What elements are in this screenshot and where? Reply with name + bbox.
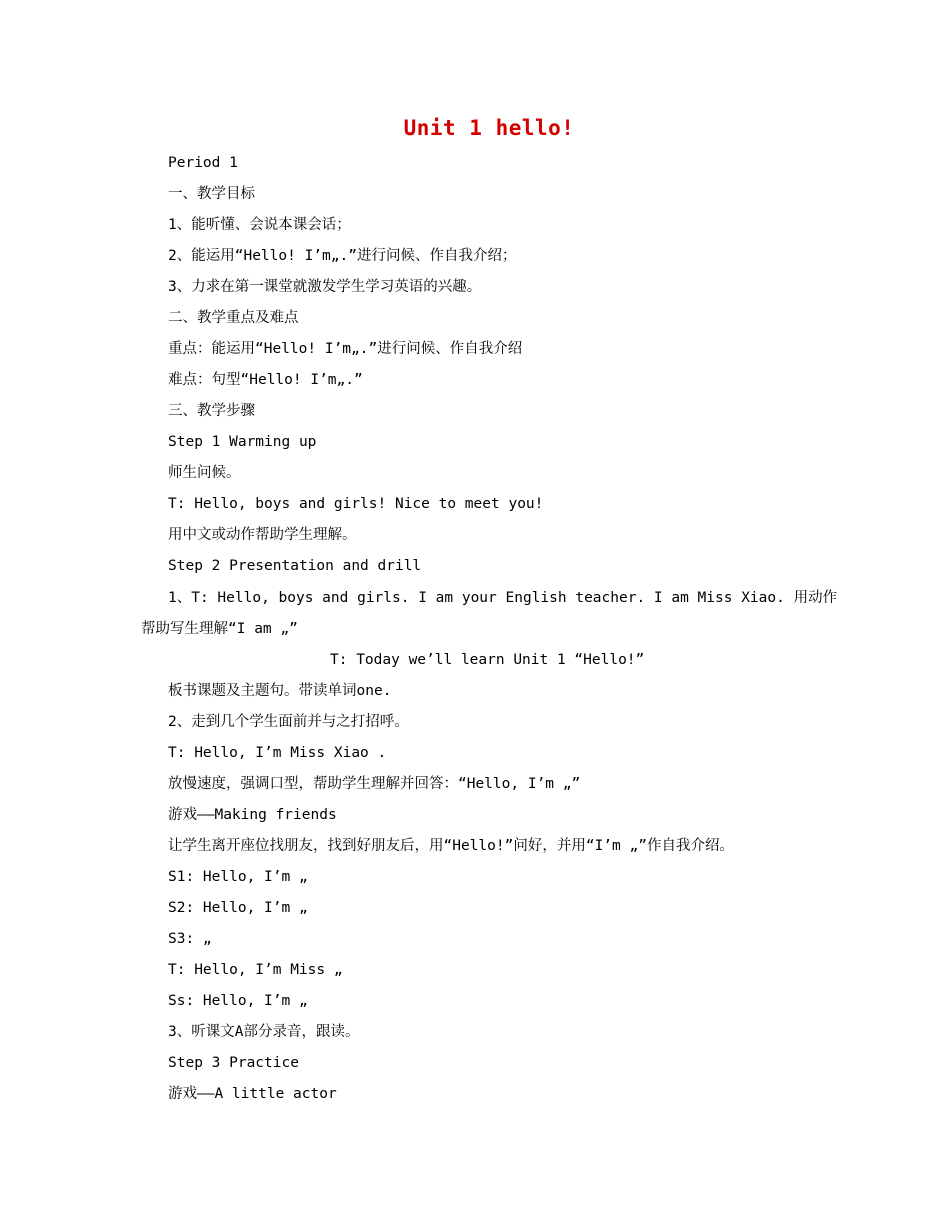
text-line: 一、教学目标 [168, 186, 255, 202]
text-line: 3、力求在第一课堂就激发学生学习英语的兴趣。 [168, 279, 482, 295]
text-line: T: Today we’ll learn Unit 1 “Hello!” [330, 652, 645, 668]
text-line: S1: Hello, I’m „ [168, 869, 308, 885]
text-line: T: Hello, boys and girls! Nice to meet you! [168, 496, 544, 512]
text-line: Step 1 Warming up [168, 434, 317, 450]
text-line: T: Hello, I’m Miss Xiao . [168, 745, 387, 761]
text-line: 让学生离开座位找朋友，找到好朋友后，用“Hello!”问好，并用“I’m „”作自我介绍。 [168, 838, 734, 854]
text-line: 2、能运用“Hello! I’m„.”进行问候、作自我介绍； [168, 248, 517, 264]
text-line: 重点：能运用“Hello! I’m„.”进行问候、作自我介绍 [168, 341, 523, 357]
text-line: 1、能听懂、会说本课会话； [168, 217, 351, 233]
text-line: 游戏——A little actor [168, 1086, 337, 1102]
document-title: Unit 1 hello! [403, 116, 575, 140]
text-line: S3: „ [168, 931, 212, 947]
text-line: 2、走到几个学生面前并与之打招呼。 [168, 714, 409, 730]
text-line: 1、T: Hello, boys and girls. I am your English teacher. I am Miss Xiao. 用动作 [168, 590, 838, 606]
text-line: 二、教学重点及难点 [168, 310, 299, 326]
text-line: S2: Hello, I’m „ [168, 900, 308, 916]
text-line: 板书课题及主题句。带读单词one. [168, 683, 392, 699]
text-line: 游戏——Making friends [168, 807, 337, 823]
text-line: 放慢速度，强调口型，帮助学生理解并回答：“Hello, I’m „” [168, 776, 581, 792]
text-line: 三、教学步骤 [168, 403, 255, 419]
text-line: 3、听课文A部分录音，跟读。 [168, 1024, 360, 1040]
text-line: T: Hello, I’m Miss „ [168, 962, 343, 978]
text-line: 师生问候。 [168, 465, 241, 481]
text-line: Step 2 Presentation and drill [168, 558, 422, 574]
text-line: Step 3 Practice [168, 1055, 299, 1071]
text-line: 难点：句型“Hello! I’m„.” [168, 372, 363, 388]
text-line: Ss: Hello, I’m „ [168, 993, 308, 1009]
text-line: 用中文或动作帮助学生理解。 [168, 527, 357, 543]
text-line: Period 1 [168, 155, 238, 171]
text-line: 帮助写生理解“I am „” [141, 621, 298, 637]
